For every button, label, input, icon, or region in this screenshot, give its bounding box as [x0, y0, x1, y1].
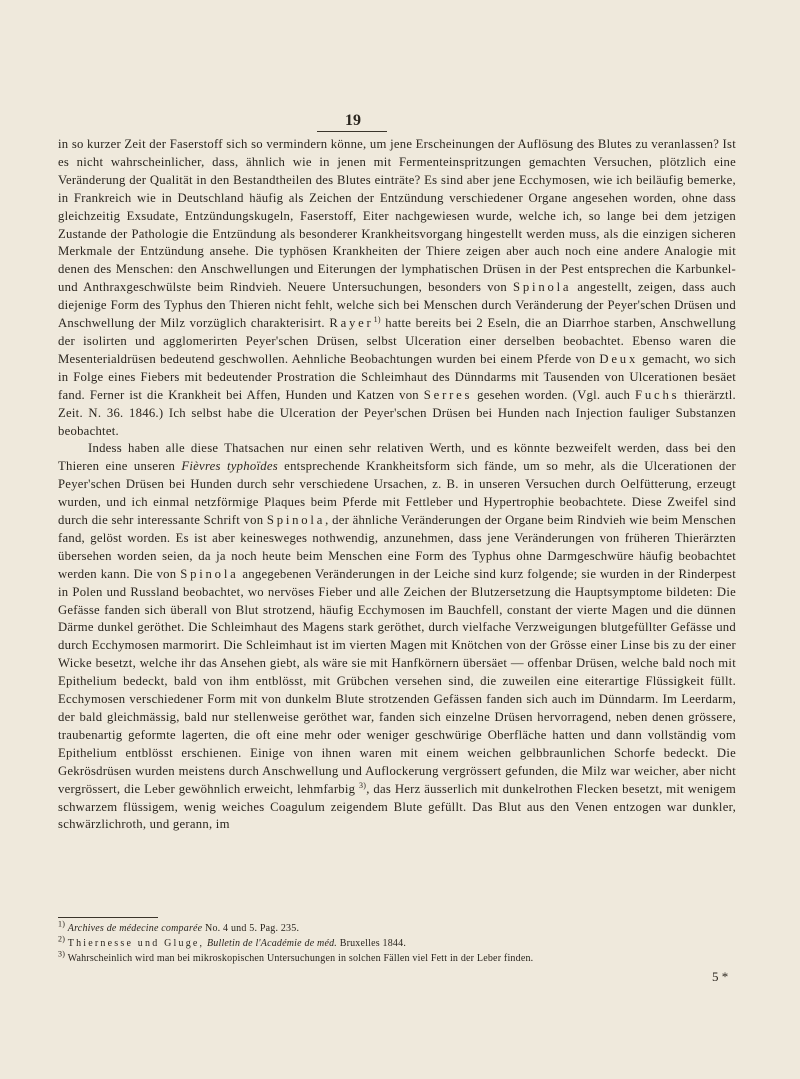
footnotes [58, 921, 748, 966]
text-run: , das Herz äusserlich mit dunkelrothen Flecken besetzt, mit wenigem schwarzem flüssigem, wenig weiches Coagulum zeigendem Blute gefüllt. Das Blut aus den Venen entzogen war dunkler, schwärzlichroth, und gerann, im [58, 781, 736, 832]
text-run: , der ähnliche Veränderungen der Organe beim Rindvieh wie beim Menschen fand, gelöst worden. Es ist aber keinesweges nothwendig, anzunehmen, dass jene Veränderungen von früheren Thierärzten übersehen worden seien, da ja noch heute beim Menschen eine Form des Typhus ohne Darmgeschwüre häufig beobachtet werden kann. Die von [58, 513, 736, 581]
footnote-number: 3) [58, 949, 66, 959]
page-number-rule [317, 131, 387, 132]
text-run: hatte bereits bei 2 Eseln, die an Diarrhoe starben, Anschwellung der isolirten und agglomerirten Peyer'schen Drüsen, selbst Ulceration einer derselben beobachtet. Ebenso waren die Mesenterialdrüsen bedeutend geschwollen. Aehnliche Beobachtungen wurden bei einem Pferde von [58, 316, 737, 366]
author-name: Spinola [266, 513, 326, 528]
footnote-text: Bruxelles 1844. [337, 938, 407, 949]
author-name: Deux [599, 351, 639, 366]
footnote-text: No. 4 und 5. Pag. 235. [202, 923, 300, 934]
author-name: Spinola [513, 280, 572, 295]
text-run: angestellt, zeigen, dass auch diejenige Form des Typhus den Thieren nicht fehlt, welche sich bei Menschen durch Veränderung der Peyer'schen Drüsen und Anschwellung der Milz vorzüglich charakterisirt. [58, 280, 736, 331]
paragraph-2 [58, 440, 736, 834]
text-run: Indess haben alle diese Thatsachen nur einen sehr relativen Werth, und es könnte bezweifelt werden, dass bei den Thieren eine unseren [58, 441, 736, 474]
paragraph-1 [58, 136, 736, 440]
footnote-number: 1) [58, 919, 66, 929]
journal-title: Archives de médecine comparée [67, 923, 203, 934]
footnote-1 [58, 921, 748, 936]
footnote-text: Wahrscheinlich wird man bei mikroskopischen Untersuchungen in solchen Fällen viel Fett in der Leber finden. [67, 953, 534, 964]
footnote-ref: 3) [359, 780, 367, 790]
author-name: Fuchs [635, 387, 680, 402]
footnote-3 [58, 951, 748, 966]
text-run: gesehen worden. (Vgl. auch [472, 387, 636, 402]
journal-title: Bulletin de l'Académie de méd. [206, 938, 337, 949]
disease-term: Fièvres typhoïdes [181, 459, 278, 474]
author-name: Serres [423, 387, 473, 402]
footnote-2 [58, 936, 748, 951]
footnote-authors: Thiernesse und Gluge, [67, 938, 205, 949]
text-run: entsprechende Krankheitsform sich fände, um so mehr, als die Ulcerationen der Peyer'schen Drüsen bei Hunden durch sehr verschiedene Ursachen, z. B. in unseren Versuchen durch Oelfütterung, erzeugt wurden, und ich einmal netzförmige Plaques beim Pferde mit Fettleber und Hypertrophie beobachtete. Diese Zweifel sind durch die sehr interessante Schrift von [58, 459, 736, 528]
text-run: gemacht, wo sich in Folge eines Fiebers mit bedeutender Prostration die Schleimhaut des Dünndarms mit Tausenden von Ulcerationen besäet fand. Ferner ist die Krankheit bei Affen, Hunden und Katzen von [58, 351, 736, 402]
footnote-ref: 1) [373, 314, 381, 324]
text-run: in so kurzer Zeit der Faserstoff sich so vermindern könne, um jene Erscheinungen der Auflösung des Blutes zu veranlassen? Ist es nicht wahrscheinlicher, dass, ähnlich wie in jenen mit Fermenteinspritzungen gemachten Versuchen, plötzlich eine Veränderung der Qualität in den Bestandtheilen des Blutes einträte? Es sind aber jene Ecchymosen, wie ich beiläufig bemerke, in Frankreich wie in Deutschland häufig als Zeichen der Entzündung verschiedener Organe angesehen worden, ohne dass gleichzeitig Exsudate, Entzündungskugeln, Faserstoff, Eiter nachgewiesen wurde, welche ich, so lange bei dem jetzigen Zustande der Pathologie die Entzündung als besonderer Krankheitsvorgang hingestellt werden muss, als die einzigen sicheren Merkmale der Entzündung ansehe. Die typhösen Krankheiten der Thiere zeigen aber auch noch eine andere Analogie mit denen des Menschen: den Anschwellungen und Eiterungen der lymphatischen Drüsen in der Pest entsprechen die Karbunkel- und Anthraxgeschwülste beim Rindvieh. Neuere Untersuchungen, besonders von [58, 137, 736, 295]
body-text [58, 136, 736, 834]
footnote-rule [58, 917, 158, 918]
author-name: Spinola [180, 566, 239, 581]
author-name: Rayer [329, 316, 374, 331]
signature-mark: 5 * [712, 969, 729, 984]
text-run: angegebenen Veränderungen in der Leiche sind kurz folgende; sie wurden in der Rinderpest in Polen und Russland beobachtet, wo nervöses Fieber und alle Zeichen der Blutzersetzung die Hauptsymptome bildeten: Die Gefässe fanden sich überall von Blut strotzend, häufig Ecchymosen im Bauchfell, constant der vierte Magen und die dünnen Därme dunkel geröthet. Die Schleimhaut des Magens stark geröthet, durch vielfache Verzweigungen blutgefüllter Gefässe und durch Ecchymosen marmorirt. Die Schleimhaut ist im vierten Magen mit Knötchen von der Grösse einer Linse bis zu der einer Wicke besetzt, welche ihr das Ansehen giebt, als wäre sie mit Hanfkörnern übersäet — offenbar Drüsen, welche bald noch mit Epithelium bedeckt, bald von ihm entblösst, mit Grübchen versehen sind, die zuweilen eine eiterartige Flüssigkeit füllt. Ecchymosen verschiedener Form mit von dunkelm Blute strotzenden Gefässen fanden sich auch im Dünndarm. Im Leerdarm, der bald gleichmässig, bald nur stellenweise geröthet war, fanden sich einzelne Drüsen hervorragend, neben denen grössere, traubenartig geformte lagerten, die oft eine mehr oder weniger geschwürige Oberfläche hatten und dann vollständig vom Epithelium entblösst erschienen. Einige von ihnen waren mit einem weichen gelbbraunlichen Schorfe bedeckt. Die Gekrösdrüsen wurden meistens durch Anschwellung und Auflockerung vergrössert gefunden, die Milz war weicher, aber nicht vergrössert, die Leber gewöhnlich erweicht, lehmfarbig [58, 566, 737, 796]
footnote-number: 2) [58, 934, 66, 944]
page-number: 19 [345, 112, 361, 129]
text-run: thierärztl. Zeit. N. 36. 1846.) Ich selbst habe die Ulceration der Peyer'schen Drüsen bei Hunden nach Injection fauliger Substanzen beobachtet. [58, 387, 736, 438]
